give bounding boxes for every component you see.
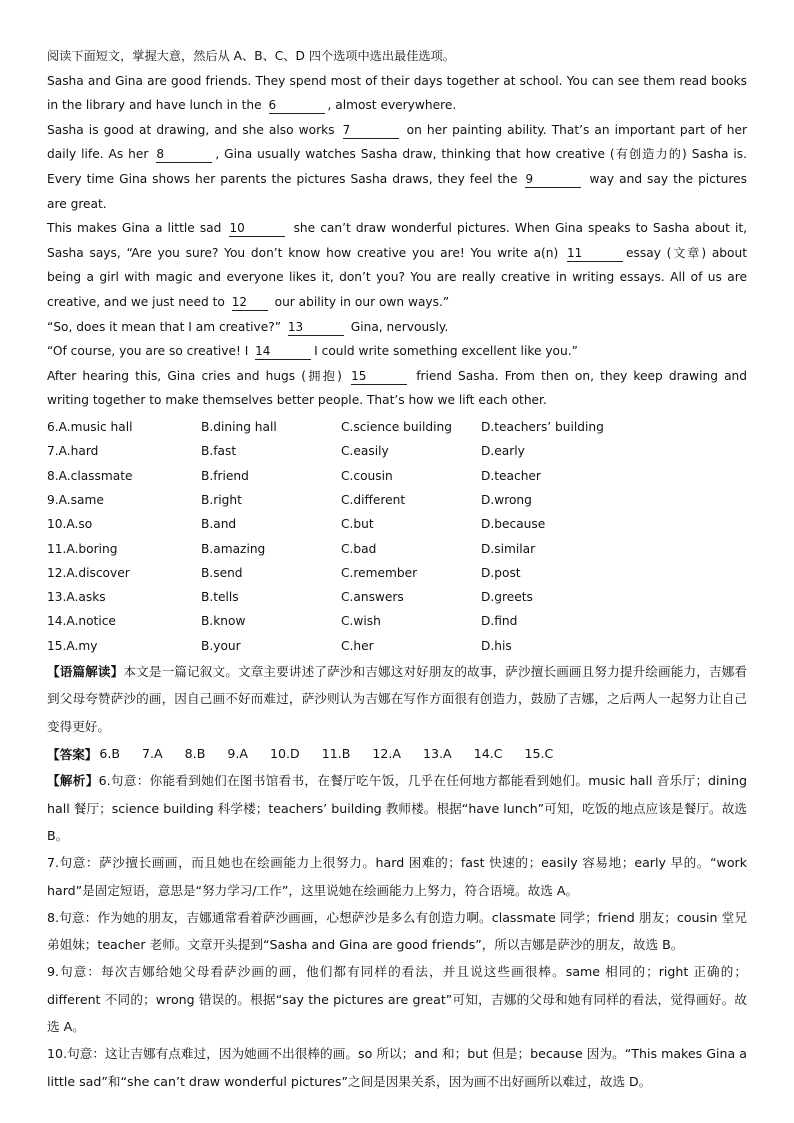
passage-paragraph-4: “So, does it mean that I am creative?” 13 Gina, nervously. [47, 319, 449, 334]
option-c[interactable]: C.wish [341, 614, 381, 629]
option-d[interactable]: D.similar [481, 541, 536, 556]
option-row [47, 415, 747, 439]
blank-6[interactable]: 6 [269, 98, 325, 114]
instruction: 阅读下面短文，掌握大意，然后从 A、B、C、D 四个选项中选出最佳选项。 [47, 49, 455, 63]
option-b[interactable]: B.and [201, 517, 237, 532]
options-table [47, 415, 747, 658]
analysis-item-9: 9.句意：每次吉娜给她父母看萨沙画的画，他们都有同样的看法，并且说这些画很棒。same 相同的；right 正确的；different 不同的；wrong 错误的。根据“say the pictures are great”可知，吉娜的父母和她有同样的看法，觉得画好。故选 A。 [47, 964, 747, 1035]
option-b[interactable]: B.amazing [201, 541, 266, 556]
option-b[interactable]: B.your [201, 638, 241, 653]
option-c[interactable]: C.bad [341, 541, 377, 556]
answer-item: 12.A [372, 746, 402, 762]
option-b[interactable]: B.right [201, 492, 242, 507]
option-d[interactable]: D.post [481, 565, 521, 580]
blank-15[interactable]: 15 [351, 369, 407, 385]
option-c[interactable]: C.different [341, 492, 406, 507]
blank-9[interactable]: 9 [525, 172, 581, 188]
blank-11[interactable]: 11 [567, 246, 623, 262]
option-d[interactable]: D.teachers’ building [481, 420, 604, 435]
option-a[interactable]: 14.A.notice [47, 614, 116, 629]
option-row [47, 536, 747, 560]
option-a[interactable]: 15.A.my [47, 638, 98, 653]
option-a[interactable]: 6.A.music hall [47, 420, 133, 435]
option-b[interactable]: B.friend [201, 468, 249, 483]
option-row [47, 609, 747, 633]
blank-10[interactable]: 10 [229, 221, 285, 237]
blank-8[interactable]: 8 [156, 147, 212, 163]
option-d[interactable]: D.greets [481, 590, 533, 605]
analysis-item-6: 【解析】6.句意：你能看到她们在图书馆看书，在餐厅吃午饭，几乎在任何地方都能看到她们。music hall 音乐厅；dining hall 餐厅；science building 科学楼；teachers’ building 教师楼。根据“have lunch”可知，吃饭的地点应该是餐厅。故选 B。 [47, 773, 748, 843]
option-c[interactable]: C.science building [341, 420, 452, 435]
option-row [47, 439, 747, 463]
answer-item: 13.A [423, 746, 452, 762]
option-a[interactable]: 8.A.classmate [47, 468, 133, 483]
answer-item: 8.B [184, 746, 206, 762]
passage-paragraph-2: Sasha is good at drawing, and she also works 7 on her painting ability. That’s an important part of her daily life. As her 8 , Gina usually watches Sasha draw, thinking that how creative (有创造力的) Sasha is. Every time Gina shows her parents the pictures Sasha draws, they feel the 9 way and say the pictures are great. [47, 122, 748, 211]
reading-section [47, 658, 747, 741]
answer-item: 14.C [473, 746, 503, 762]
answer-item: 11.B [321, 746, 351, 762]
passage-paragraph-6: After hearing this, Gina cries and hugs (拥抱) 15 friend Sasha. From then on, they keep drawing and writing together to make themselves better people. That’s how we lift each other. [47, 368, 748, 408]
option-b[interactable]: B.tells [201, 590, 239, 605]
reading-tag: 【语篇解读】 [47, 663, 124, 679]
option-b[interactable]: B.fast [201, 444, 237, 459]
option-a[interactable]: 10.A.so [47, 517, 93, 532]
answer-section [47, 740, 747, 767]
option-b[interactable]: B.dining hall [201, 420, 277, 435]
option-d[interactable]: D.because [481, 517, 546, 532]
blank-13[interactable]: 13 [288, 320, 344, 336]
option-c[interactable]: C.answers [341, 590, 404, 605]
option-row [47, 561, 747, 585]
option-b[interactable]: B.send [201, 565, 243, 580]
option-c[interactable]: C.cousin [341, 468, 393, 483]
passage-paragraph-3: This makes Gina a little sad 10 she can’t draw wonderful pictures. When Gina speaks to Sasha about it, Sasha says, “Are you sure? You don’t know how creative you are! You write a(n) 11 essay (文章) about being a girl with magic and everyone likes it, don’t you? You are really creative in writing essays. All of us are creative, and we just need to 12 our ability in our own ways.” [47, 221, 748, 309]
answer-item: 9.A [227, 746, 248, 762]
option-a[interactable]: 13.A.asks [47, 590, 106, 605]
option-d[interactable]: D.teacher [481, 468, 541, 483]
option-d[interactable]: D.wrong [481, 492, 532, 507]
option-a[interactable]: 9.A.same [47, 492, 104, 507]
answer-item: 15.C [524, 746, 554, 762]
analysis-item-10: 10.句意：这让吉娜有点难过，因为她画不出很棒的画。so 所以；and 和；but 但是；because 因为。“This makes Gina a little sad”和“she can’t draw wonderful pictures”之间是因果关系，因为画不出好画所以难过，故选 D。 [47, 1046, 747, 1089]
answer-item: 6.B [99, 746, 121, 762]
option-row [47, 585, 747, 609]
option-c[interactable]: C.easily [341, 444, 389, 459]
option-d[interactable]: D.find [481, 614, 518, 629]
option-c[interactable]: C.but [341, 517, 374, 532]
option-c[interactable]: C.her [341, 638, 374, 653]
blank-12[interactable]: 12 [232, 295, 268, 311]
option-c[interactable]: C.remember [341, 565, 418, 580]
analysis-tag: 【解析】 [47, 773, 99, 789]
option-a[interactable]: 7.A.hard [47, 444, 99, 459]
answer-item: 7.A [142, 746, 163, 762]
option-row [47, 488, 747, 512]
option-a[interactable]: 12.A.discover [47, 565, 130, 580]
blank-7[interactable]: 7 [343, 123, 399, 139]
option-b[interactable]: B.know [201, 614, 246, 629]
reading-text: 本文是一篇记叙文。文章主要讲述了萨沙和吉娜这对好朋友的故事，萨沙擅长画画且努力提升绘画能力，吉娜看到父母夸赞萨沙的画，因自己画不好而难过，萨沙则认为吉娜在写作方面很有创造力，鼓励了吉娜，之后两人一起努力让自己变得更好。 [47, 663, 748, 734]
option-d[interactable]: D.early [481, 444, 525, 459]
option-row [47, 464, 747, 488]
passage-paragraph-5: “Of course, you are so creative! I 14 I could write something excellent like you.” [47, 344, 578, 359]
answer-item: 10.D [269, 746, 300, 762]
passage-paragraph-1: Sasha and Gina are good friends. They spend most of their days together at school. You can see them read books in the library and have lunch in the 6 , almost everywhere. [47, 73, 747, 113]
option-row [47, 512, 747, 536]
option-row [47, 634, 747, 658]
option-d[interactable]: D.his [481, 638, 512, 653]
answer-tag: 【答案】 [47, 747, 98, 763]
analysis-item-8: 8.句意：作为她的朋友，吉娜通常看着萨沙画画，心想萨沙是多么有创造力啊。classmate 同学；friend 朋友；cousin 堂兄弟姐妹；teacher 老师。文章开头提到“Sasha and Gina are good friends”，所以吉娜是萨沙的朋友，故选 B。 [47, 909, 747, 953]
analysis-item-7: 7.句意：萨沙擅长画画，而且她也在绘画能力上很努力。hard 困难的；fast 快速的；easily 容易地；early 早的。“work hard”是固定短语，意思是“努力学习/工作”，这里说她在绘画能力上努力，符合语境。故选 A。 [47, 855, 747, 898]
option-a[interactable]: 11.A.boring [47, 541, 118, 556]
blank-14[interactable]: 14 [255, 344, 311, 360]
